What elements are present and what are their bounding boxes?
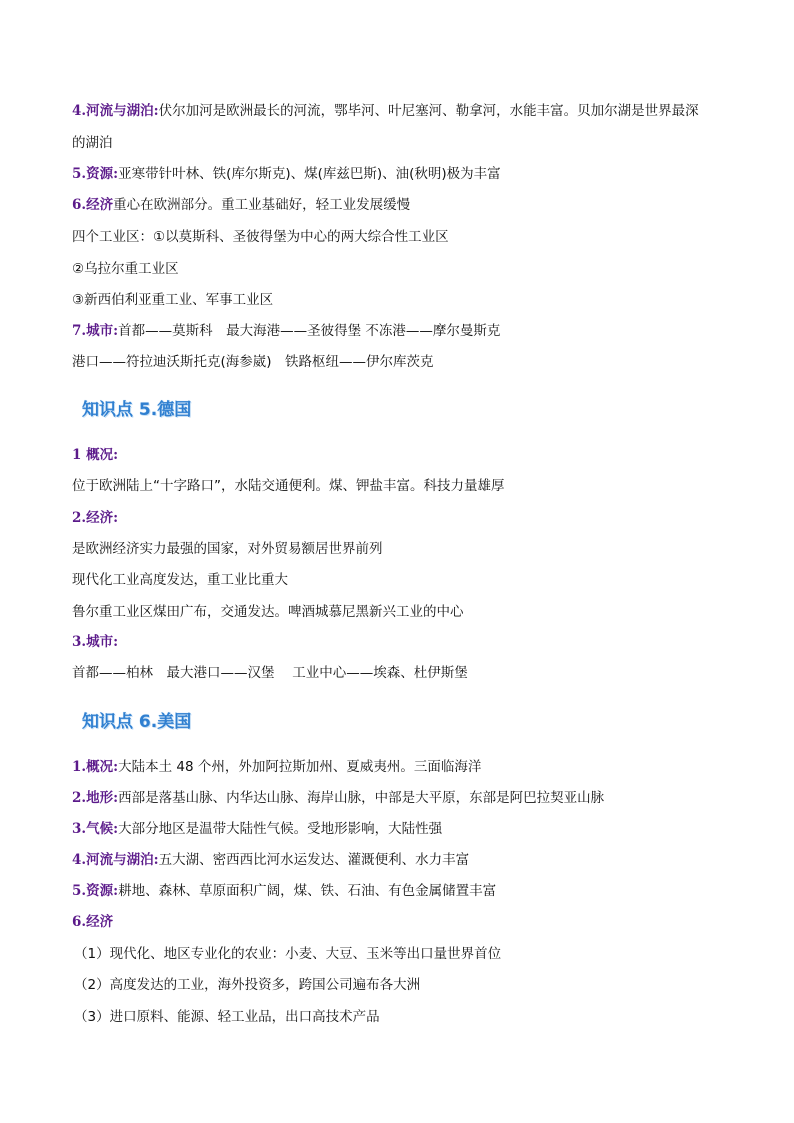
- usa-resources-label: 5.资源:: [72, 883, 119, 899]
- usa-terrain-line: [72, 788, 604, 808]
- russia-cities-label: 7.城市:: [72, 323, 119, 339]
- russia-resources-text: 亚寒带针叶林、铁(库尔斯克)、煤(库兹巴斯)、油(秋明)极为丰富: [118, 166, 501, 182]
- russia-rivers-label: 4.河流与湖泊:: [72, 103, 159, 119]
- usa-economy-label: [72, 912, 113, 932]
- russia-cities-line: [72, 321, 500, 341]
- usa-resources-line: [72, 881, 496, 901]
- usa-economy-item-3: （3）进口原料、能源、轻工业品，出口高技术产品: [74, 1009, 380, 1025]
- usa-climate-text: 大部分地区是温带大陆性气候。受地形影响，大陆性强: [118, 821, 443, 837]
- germany-overview-label: [72, 445, 118, 465]
- germany-cities-text: 首都——柏林 最大港口——汉堡 工业中心——埃森、杜伊斯堡: [72, 665, 468, 681]
- usa-climate-line: [72, 819, 442, 839]
- usa-economy-item-2: （2）高度发达的工业，海外投资多，跨国公司遍布各大洲: [74, 977, 421, 993]
- usa-climate-label: 3.气候:: [72, 821, 119, 837]
- usa-rivers-line: [72, 850, 469, 870]
- usa-terrain-text: 西部是落基山脉、内华达山脉、海岸山脉，中部是大平原，东部是阿巴拉契亚山脉: [118, 790, 605, 806]
- germany-cities-label: [72, 632, 118, 652]
- usa-rivers-label: 4.河流与湖泊:: [72, 852, 159, 868]
- germany-overview-label-text: 1 概况:: [72, 447, 119, 463]
- russia-economy-line: [72, 195, 410, 215]
- russia-resources-label: 5.资源:: [72, 166, 119, 182]
- germany-heading: 知识点 5.德国: [82, 400, 192, 420]
- usa-economy-item-1: （1）现代化、地区专业化的农业：小麦、大豆、玉米等出口量世界首位: [74, 946, 502, 962]
- germany-economy-line-1: 是欧洲经济实力最强的国家，对外贸易额居世界前列: [72, 541, 383, 557]
- germany-economy-line-3: 鲁尔重工业区煤田广布，交通发达。啤酒城慕尼黑新兴工业的中心: [72, 604, 464, 620]
- russia-cities-text: 首都——莫斯科 最大海港——圣彼得堡 不冻港——摩尔曼斯克: [118, 323, 501, 339]
- germany-cities-label-text: 3.城市:: [72, 634, 119, 650]
- usa-overview-text: 大陆本土 48 个州，外加阿拉斯加州、夏威夷州。三面临海洋: [118, 759, 482, 775]
- usa-heading: 知识点 6.美国: [82, 712, 192, 732]
- russia-rivers-line-cont: [72, 133, 113, 153]
- germany-economy-line-2: 现代化工业高度发达，重工业比重大: [72, 572, 288, 588]
- usa-rivers-text: 五大湖、密西西比河水运发达、灌溉便利、水力丰富: [158, 852, 470, 868]
- russia-rivers-text: 伏尔加河是欧洲最长的河流，鄂毕河、叶尼塞河、勒拿河，水能丰富。贝加尔湖是世界最深: [158, 103, 699, 119]
- russia-rivers-text-cont: 的湖泊: [72, 135, 113, 151]
- germany-economy-label: [72, 508, 118, 528]
- usa-economy-label-text: 6.经济: [72, 914, 114, 930]
- russia-industrial-zones-intro: 四个工业区：①以莫斯科、圣彼得堡为中心的两大综合性工业区: [72, 229, 449, 245]
- germany-overview-text: 位于欧洲陆上“十字路口”，水陆交通便利。煤、钾盐丰富。科技力量雄厚: [72, 478, 505, 494]
- germany-economy-label-text: 2.经济:: [72, 510, 119, 526]
- russia-rivers-line: [72, 101, 699, 121]
- usa-overview-line: [72, 757, 481, 777]
- usa-terrain-label: 2.地形:: [72, 790, 119, 806]
- russia-industrial-zone-2: ②乌拉尔重工业区: [72, 261, 179, 277]
- russia-economy-text: 重心在欧洲部分。重工业基础好，轻工业发展缓慢: [113, 197, 411, 213]
- russia-cities-line-2: 港口——符拉迪沃斯托克(海参崴) 铁路枢纽——伊尔库茨克: [72, 354, 434, 370]
- usa-overview-label: 1.概况:: [72, 759, 119, 775]
- russia-economy-label: 6.经济: [72, 197, 114, 213]
- russia-industrial-zone-3: ③新西伯利亚重工业、军事工业区: [72, 292, 274, 308]
- russia-resources-line: [72, 164, 501, 184]
- usa-resources-text: 耕地、森林、草原面积广阔，煤、铁、石油、有色金属储置丰富: [118, 883, 497, 899]
